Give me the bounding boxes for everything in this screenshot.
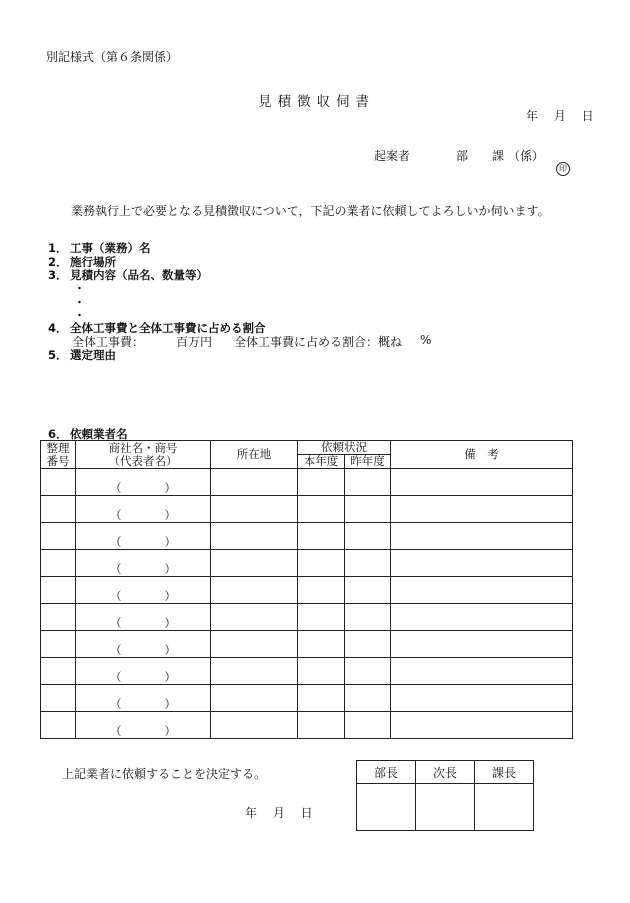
section-number: 4． [48,321,68,335]
paren-open: （ [110,615,122,630]
cell-this-year[interactable] [298,685,345,712]
cell-remarks[interactable] [391,577,573,604]
cell-location[interactable] [211,577,298,604]
cell-last-year[interactable] [345,685,391,712]
form-label: 別記様式（第６条関係） [46,50,179,64]
section-number: 1． [48,241,68,255]
representative-parens [110,590,176,603]
cell-this-year[interactable] [298,577,345,604]
section-label: 依頼業者名 [70,427,128,441]
header-status: 依頼状況 [298,441,391,455]
cell-remarks[interactable] [391,631,573,658]
cell-this-year[interactable] [298,550,345,577]
drafter-section: 課 [492,149,505,163]
cell-company[interactable] [76,685,211,712]
approval-manager-label: 課長 [475,761,534,784]
approval-table [356,760,534,831]
total-cost-label: 全体工事費： [72,335,145,349]
cell-number[interactable] [41,658,76,685]
drafter-dept: 部 [456,149,469,163]
representative-parens [110,698,176,711]
cell-remarks[interactable] [391,604,573,631]
date-bottom: 年 月 日 [245,806,313,820]
representative-parens [110,671,176,684]
cell-location[interactable] [211,496,298,523]
paren-close: ） [164,480,176,495]
cell-number[interactable] [41,496,76,523]
cost-ratio-label: 全体工事費に占める割合：概ね [234,335,403,349]
section-number: 5． [48,348,68,362]
representative-parens [110,482,176,495]
cell-this-year[interactable] [298,523,345,550]
approval-director-seal[interactable] [357,784,416,831]
section-label: 施行場所 [70,255,116,269]
drafter-label: 起案者 [374,149,411,163]
paren-open: （ [110,696,122,711]
cell-remarks[interactable] [391,523,573,550]
seal-icon: 印 [556,162,570,176]
paren-open: （ [110,642,122,657]
approval-manager-seal[interactable] [475,784,534,831]
section-3 [48,267,208,283]
cell-number[interactable] [41,550,76,577]
header-company [76,441,211,469]
paren-open: （ [110,588,122,603]
section-label: 全体工事費と全体工事費に占める割合 [70,321,266,335]
table-row [41,550,573,577]
cell-number[interactable] [41,685,76,712]
approval-director-label: 部長 [357,761,416,784]
cell-company[interactable] [76,712,211,739]
paren-close: ） [164,588,176,603]
cell-company[interactable] [76,658,211,685]
bullet-2: ・ [74,296,85,309]
cell-location[interactable] [211,658,298,685]
cell-this-year[interactable] [298,631,345,658]
bullet-3: ・ [74,309,85,322]
cell-location[interactable] [211,550,298,577]
cell-remarks[interactable] [391,712,573,739]
header-remarks: 備 考 [391,441,573,469]
header-number [41,441,76,469]
section-number: 6． [48,427,68,441]
bullet-1: ・ [74,282,85,295]
table-row [41,685,573,712]
paren-close: ） [164,723,176,738]
cell-last-year[interactable] [345,469,391,496]
paren-open: （ [110,480,122,495]
header-company-line1: 商社名・商号 [108,440,178,455]
cost-ratio-percent: % [420,333,432,347]
cell-remarks[interactable] [391,496,573,523]
table-row [41,658,573,685]
paren-close: ） [164,561,176,576]
vendor-table-body [41,469,573,739]
document-title: 見積徴収伺書 [258,94,375,110]
cell-this-year[interactable] [298,712,345,739]
paren-close: ） [164,642,176,657]
section-number: 2． [48,255,68,269]
paren-close: ） [164,507,176,522]
representative-parens [110,725,176,738]
cell-remarks[interactable] [391,550,573,577]
cell-number[interactable] [41,631,76,658]
cell-company[interactable] [76,496,211,523]
table-row [41,631,573,658]
paren-open: （ [110,561,122,576]
paren-close: ） [164,615,176,630]
cell-location[interactable] [211,469,298,496]
cell-location[interactable] [211,631,298,658]
cell-number[interactable] [41,577,76,604]
cell-location[interactable] [211,712,298,739]
paren-open: （ [110,723,122,738]
paren-close: ） [164,696,176,711]
representative-parens [110,536,176,549]
representative-parens [110,617,176,630]
cell-this-year[interactable] [298,496,345,523]
paren-open: （ [110,534,122,549]
cell-last-year[interactable] [345,631,391,658]
table-row [41,577,573,604]
date-top: 年 月 日 [526,109,594,123]
cell-company[interactable] [76,550,211,577]
cell-last-year[interactable] [345,658,391,685]
vendor-table [40,440,573,739]
header-number-line1: 整理 [46,440,70,455]
cell-last-year[interactable] [345,577,391,604]
paren-close: ） [164,669,176,684]
cell-remarks[interactable] [391,469,573,496]
decision-text: 上記業者に依頼することを決定する。 [62,767,267,781]
cell-number[interactable] [41,469,76,496]
header-this-year: 本年度 [298,455,345,469]
section-label: 工事（業務）名 [70,241,151,255]
section-number: 3． [48,268,68,282]
section-label: 選定理由 [70,348,116,362]
cell-last-year[interactable] [345,550,391,577]
cell-company[interactable] [76,577,211,604]
header-number-line2: 番号 [46,453,70,468]
cell-this-year[interactable] [298,469,345,496]
section-label: 見積内容（品名、数量等） [70,268,208,282]
cell-number[interactable] [41,604,76,631]
table-row [41,712,573,739]
cell-location[interactable] [211,604,298,631]
table-row [41,496,573,523]
intro-text: 業務執行上で必要となる見積徴収について，下記の業者に依頼してよろしいか伺います。 [71,204,550,218]
representative-parens [110,563,176,576]
cell-last-year[interactable] [345,496,391,523]
paren-open: （ [110,507,122,522]
paren-open: （ [110,669,122,684]
table-row [41,604,573,631]
cell-company[interactable] [76,523,211,550]
cell-this-year[interactable] [298,658,345,685]
representative-parens [110,509,176,522]
cell-company[interactable] [76,604,211,631]
total-cost-unit: 百万円 [176,335,213,349]
cell-number[interactable] [41,712,76,739]
paren-close: ） [164,534,176,549]
table-row [41,523,573,550]
cell-last-year[interactable] [345,712,391,739]
table-row [41,469,573,496]
header-company-line2: （代表者名） [108,453,178,468]
cell-last-year[interactable] [345,523,391,550]
cell-company[interactable] [76,469,211,496]
section-5 [48,347,116,363]
header-location: 所在地 [211,441,298,469]
cell-number[interactable] [41,523,76,550]
approval-deputy-label: 次長 [416,761,475,784]
cell-this-year[interactable] [298,604,345,631]
representative-parens [110,644,176,657]
cell-location[interactable] [211,523,298,550]
approval-deputy-seal[interactable] [416,784,475,831]
drafter-unit: （係） [508,149,545,163]
cell-remarks[interactable] [391,685,573,712]
cell-company[interactable] [76,631,211,658]
cell-last-year[interactable] [345,604,391,631]
cell-remarks[interactable] [391,658,573,685]
cell-location[interactable] [211,685,298,712]
header-last-year: 昨年度 [345,455,391,469]
